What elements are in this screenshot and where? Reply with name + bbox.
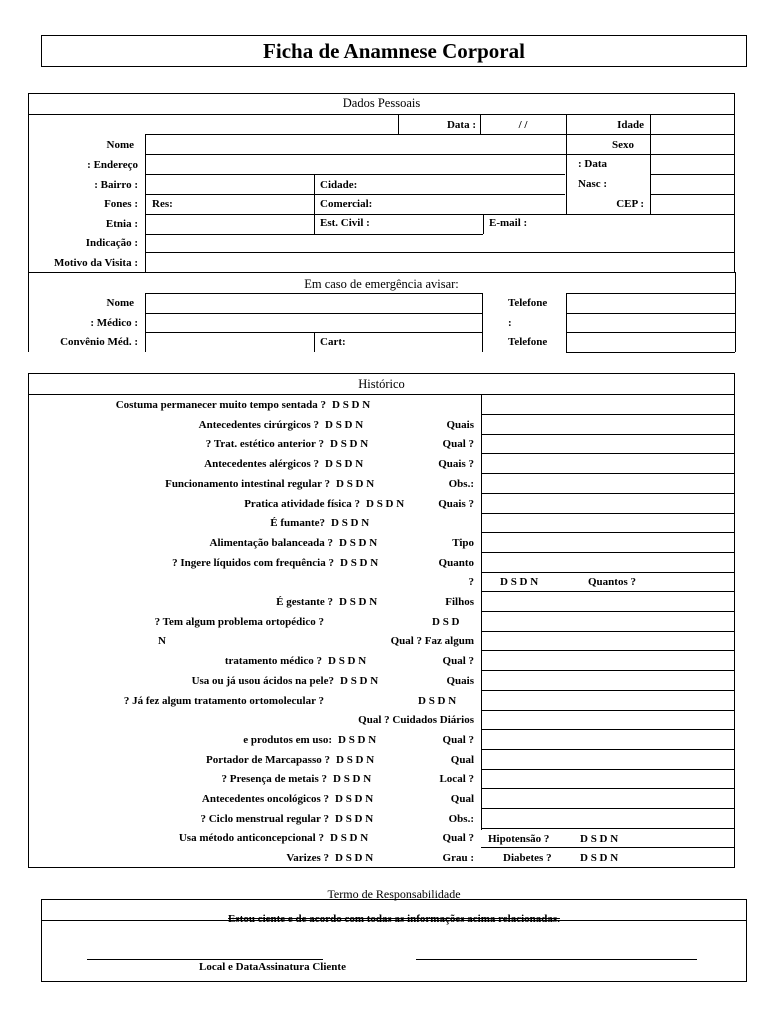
emerg-colon: : (508, 317, 512, 329)
historico-question: É gestante ? (276, 596, 333, 608)
historico-question: e produtos em uso: (243, 734, 332, 746)
historico-question: tratamento médico ? (224, 655, 322, 667)
dados-pessoais-header: Dados Pessoais (342, 96, 421, 110)
historico-question: Varizes ? (286, 852, 329, 864)
termo-statement: Estou ciente e de acordo com todas as informações acima relacionadas. (228, 913, 560, 925)
etnia-label: Etnia : (105, 218, 138, 230)
ortopedico-n[interactable]: N (158, 635, 166, 647)
historico-answer-line[interactable] (481, 552, 735, 553)
historico-right-label: ? (468, 576, 474, 588)
motivo-field[interactable] (146, 253, 734, 270)
historico-answer-line[interactable] (481, 769, 735, 770)
historico-answer-line[interactable] (481, 414, 735, 415)
historico-answer-line[interactable] (481, 710, 735, 711)
medico-field[interactable] (146, 314, 481, 331)
title-box (41, 35, 747, 67)
historico-right-label: Filhos (445, 596, 474, 608)
historico-question: Antecedentes oncológicos ? (201, 793, 329, 805)
historico-options[interactable]: D S D N (339, 537, 378, 549)
email-field[interactable] (484, 215, 734, 232)
historico-question: Usa método anticoncepcional ? (178, 832, 324, 844)
historico-options[interactable]: D S D N (339, 596, 378, 608)
historico-right-label: Obs.: (448, 478, 474, 490)
historico-answer-line[interactable] (481, 513, 735, 514)
cart-label: Cart: (320, 336, 346, 348)
bairro-label: : Bairro : (94, 179, 138, 191)
historico-answer-line[interactable] (481, 650, 735, 651)
historico-answer-line[interactable] (481, 532, 735, 533)
historico-question: ? Tem algum problema ortopédico ? (154, 616, 324, 628)
historico-question: Usa ou já usou ácidos na pele? (191, 675, 334, 687)
estcivil-field[interactable] (315, 215, 482, 232)
historico-options[interactable]: D S D N (340, 675, 379, 687)
emerg-telefone-field[interactable] (567, 294, 734, 311)
historico-question: ? Presença de metais ? (221, 773, 327, 785)
historico-header: Histórico (358, 377, 405, 391)
historico-answer-line[interactable] (481, 788, 735, 789)
termo-header: Termo de Responsabilidade (327, 887, 461, 901)
historico-answer-line[interactable] (481, 572, 735, 573)
historico-options[interactable]: D S D N (340, 557, 379, 569)
historico-question: Pratica atividade física ? (244, 498, 360, 510)
historico-right-label: Qual ? (442, 734, 474, 746)
ortopedico-options[interactable]: D S D (432, 616, 460, 628)
historico-options[interactable]: D S D N (366, 498, 405, 510)
sexo-field[interactable] (651, 135, 734, 152)
estcivil-label: Est. Civil : (320, 217, 370, 229)
date-slashes: / / (518, 119, 528, 131)
historico-question: ? Trat. estético anterior ? (205, 438, 324, 450)
diabetes-options[interactable]: D S D N (580, 852, 619, 864)
historico-answer-line[interactable] (481, 493, 735, 494)
historico-right-label: Local ? (439, 773, 474, 785)
historico-answer-line[interactable] (481, 434, 735, 435)
historico-answer-line[interactable] (481, 847, 735, 848)
historico-right-label: Qual ? (442, 832, 474, 844)
historico-right-label: Qual ? Cuidados Diários (358, 714, 474, 726)
historico-answer-line[interactable] (481, 828, 735, 829)
signature-label: Local e DataAssinatura Cliente (199, 961, 346, 973)
historico-right-label: Qual (450, 754, 474, 766)
motivo-label: Motivo da Visita : (53, 257, 138, 269)
historico-answer-line[interactable] (481, 729, 735, 730)
hipotensao-options[interactable]: D S D N (580, 833, 619, 845)
data-nasc-label-top: : Data (578, 158, 608, 170)
nasc-field[interactable] (651, 175, 734, 192)
historico-options[interactable]: D S D N (325, 458, 364, 470)
historico-options[interactable]: D S D N (330, 832, 369, 844)
bairro-field[interactable] (146, 175, 313, 192)
convenio-field[interactable] (146, 333, 313, 350)
historico-question: Alimentação balanceada ? (209, 537, 333, 549)
historico-right-label: Quais (446, 419, 474, 431)
historico-right-label: Grau : (442, 852, 474, 864)
cidade-label: Cidade: (320, 179, 358, 191)
emerg-nome-field[interactable] (146, 294, 481, 311)
historico-options[interactable]: D S D N (336, 754, 375, 766)
cart-field[interactable] (315, 333, 481, 350)
emerg-telefone2-label: Telefone (508, 336, 548, 348)
historico-options[interactable]: D S D N (335, 813, 374, 825)
historico-answer-line[interactable] (481, 690, 735, 691)
historico-right-label: Qual ? (442, 438, 474, 450)
historico-right-label: Qual ? (442, 655, 474, 667)
nasc-label: Nasc : (578, 178, 608, 190)
cidade-field[interactable] (315, 175, 565, 192)
local-data-line[interactable] (87, 959, 323, 960)
indicacao-label: Indicação : (85, 237, 138, 249)
res-label: Res: (152, 198, 173, 210)
quantos-options[interactable]: D S D N (500, 576, 539, 588)
historico-question: É fumante? (270, 517, 325, 529)
historico-options[interactable]: D S D N (330, 438, 369, 450)
termo-box (41, 899, 747, 982)
historico-answer-line[interactable] (481, 611, 735, 612)
medico-telefone-field[interactable] (567, 314, 734, 331)
cep-field[interactable] (651, 195, 734, 212)
emergencia-header: Em caso de emergência avisar: (304, 277, 459, 291)
indicacao-field[interactable] (146, 235, 482, 252)
fones-label: Fones : (104, 198, 138, 210)
historico-answer-line[interactable] (481, 631, 735, 632)
res-field[interactable] (146, 195, 313, 212)
hipotensao-label: Hipotensão ? (488, 833, 550, 845)
historico-answer-line[interactable] (481, 808, 735, 809)
historico-right-label: Quais ? (438, 498, 474, 510)
historico-options[interactable]: D S D N (338, 734, 377, 746)
idade-field[interactable] (651, 115, 734, 132)
idade-label: Idade (617, 119, 644, 131)
historico-right-label: Qual ? Faz algum (390, 635, 474, 647)
historico-options[interactable]: D S D N (332, 399, 371, 411)
historico-right-label: Quais ? (438, 458, 474, 470)
historico-answer-line[interactable] (481, 670, 735, 671)
historico-options[interactable]: D S D N (331, 517, 370, 529)
cep-label: CEP : (616, 198, 644, 210)
historico-question: ? Já fez algum tratamento ortomolecular ? (123, 695, 324, 707)
endereco-label: : Endereço (87, 159, 138, 171)
sexo-label: Sexo (612, 139, 634, 151)
historico-question: ? Ciclo menstrual regular ? (200, 813, 329, 825)
historico-answer-line[interactable] (481, 591, 735, 592)
endereco-field[interactable] (146, 155, 565, 172)
historico-question: ? Ingere líquidos com frequência ? (172, 557, 334, 569)
historico-right-label: Quanto (438, 557, 474, 569)
historico-options[interactable]: D S D N (325, 419, 364, 431)
convenio-telefone-field[interactable] (567, 333, 734, 350)
historico-answer-line[interactable] (481, 473, 735, 474)
historico-answer-line[interactable] (481, 867, 735, 868)
nome-label: Nome (106, 139, 134, 151)
historico-question: Portador de Marcapasso ? (206, 754, 330, 766)
page-title: Ficha de Anamnese Corporal (263, 39, 525, 63)
historico-answer-line[interactable] (481, 749, 735, 750)
email-label: E-mail : (489, 217, 528, 229)
historico-right-label: Tipo (452, 537, 474, 549)
ortomolecular-options[interactable]: D S D N (418, 695, 457, 707)
historico-right-label: Qual (450, 793, 474, 805)
comercial-label: Comercial: (320, 198, 373, 210)
quantos-label: Quantos ? (588, 576, 636, 588)
assinatura-line[interactable] (416, 959, 697, 960)
emerg-nome-label: Nome (106, 297, 134, 309)
etnia-field[interactable] (146, 215, 313, 232)
historico-right-label: Quais (446, 675, 474, 687)
data-label: Data : (446, 119, 476, 131)
comercial-field[interactable] (315, 195, 565, 212)
historico-answer-line[interactable] (481, 453, 735, 454)
historico-question: Funcionamento intestinal regular ? (165, 478, 330, 490)
medico-label: : Médico : (90, 317, 138, 329)
historico-right-label: Obs.: (448, 813, 474, 825)
historico-options[interactable]: D S D N (335, 852, 374, 864)
convenio-label: Convênio Méd. : (60, 336, 138, 348)
historico-options[interactable]: D S D N (336, 478, 375, 490)
historico-question: Costuma permanecer muito tempo sentada ? (115, 399, 326, 411)
diabetes-label: Diabetes ? (503, 852, 552, 864)
historico-options[interactable]: D S D N (333, 773, 372, 785)
historico-options[interactable]: D S D N (328, 655, 367, 667)
historico-options[interactable]: D S D N (335, 793, 374, 805)
historico-question: Antecedentes alérgicos ? (204, 458, 319, 470)
emerg-telefone-label: Telefone (508, 297, 548, 309)
nome-field[interactable] (146, 135, 565, 152)
nascimento-field[interactable] (651, 155, 734, 172)
historico-question: Antecedentes cirúrgicos ? (198, 419, 319, 431)
